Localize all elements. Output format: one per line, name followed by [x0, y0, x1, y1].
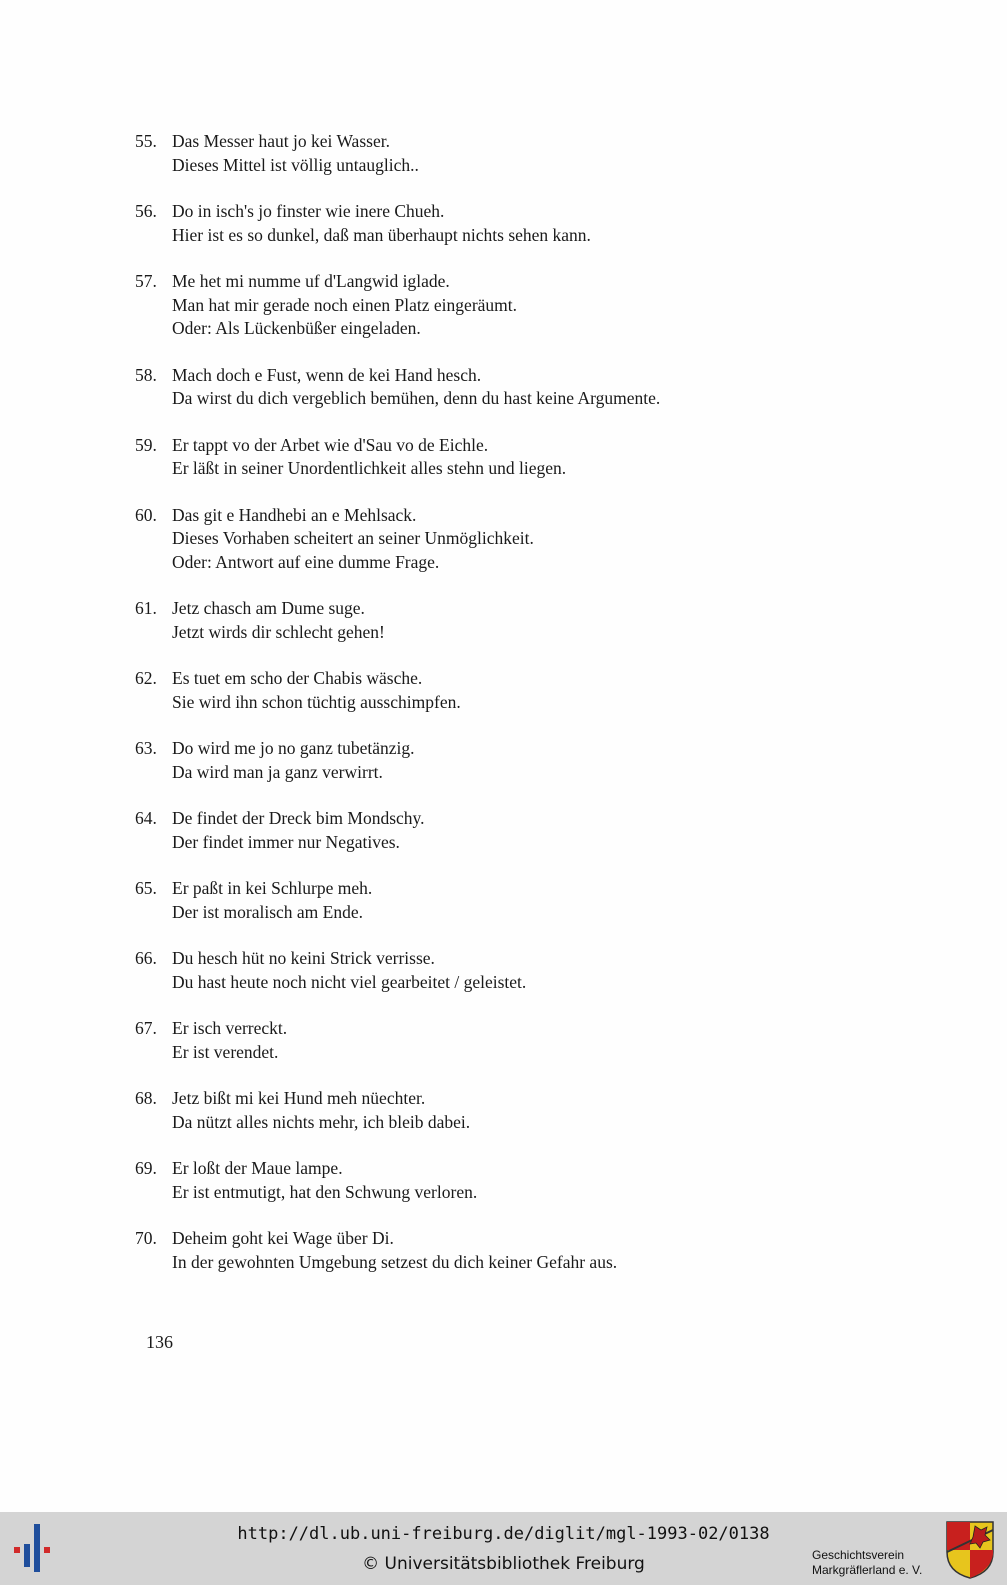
entry-text — [172, 364, 955, 411]
entry-text — [172, 504, 955, 575]
copyright-notice: © Universitätsbibliothek Freiburg — [362, 1554, 645, 1574]
entry-text — [172, 807, 955, 854]
entry-text — [172, 434, 955, 481]
entry-number: 57. — [135, 271, 157, 291]
proverb-entry — [135, 877, 955, 924]
proverb-dialect-line: De findet der Dreck bim Mondschy. — [172, 808, 425, 828]
proverb-explanation-line: Du hast heute noch nicht viel gearbeitet / geleistet. — [172, 971, 527, 992]
entry-number: 64. — [135, 808, 157, 828]
entry-number: 60. — [135, 504, 157, 525]
proverb-dialect-line: Es tuet em scho der Chabis wäsche. — [172, 668, 423, 688]
proverb-dialect-line: Er paßt in kei Schlurpe meh. — [172, 878, 373, 898]
entry-text — [172, 1087, 955, 1134]
proverb-entry — [135, 737, 955, 784]
proverb-entry — [135, 947, 955, 994]
proverb-dialect-line: Jetz chasch am Dume suge. — [172, 598, 365, 618]
proverb-explanation-line: Hier ist es so dunkel, daß man überhaupt nichts sehen kann. — [172, 224, 591, 245]
entry-number: 65. — [135, 878, 157, 898]
entry-text — [172, 1227, 955, 1274]
proverb-dialect-line: Mach doch e Fust, wenn de kei Hand hesch. — [172, 364, 482, 385]
coat-of-arms-icon — [945, 1520, 995, 1580]
page-number: 136 — [146, 1332, 173, 1352]
proverb-entry — [135, 667, 955, 714]
entry-number: 62. — [135, 668, 157, 688]
proverb-dialect-line: Das git e Handhebi an e Mehlsack. — [172, 504, 417, 525]
proverb-explanation-line: Er ist verendet. — [172, 1041, 279, 1062]
proverb-dialect-line: Er loßt der Maue lampe. — [172, 1158, 343, 1178]
proverb-entry — [135, 434, 955, 481]
proverb-dialect-line: Jetz bißt mi kei Hund meh nüechter. — [172, 1088, 426, 1108]
proverb-dialect-line: Er tappt vo der Arbet wie d'Sau vo de Eichle. — [172, 434, 489, 455]
proverb-explanation-line: Dieses Mittel ist völlig untauglich.. — [172, 154, 419, 175]
proverb-explanation-line: Er ist entmutigt, hat den Schwung verloren. — [172, 1181, 478, 1202]
proverb-explanation-line: Da wirst du dich vergeblich bemühen, denn du hast keine Argumente. — [172, 388, 661, 408]
proverb-explanation-line: Sie wird ihn schon tüchtig ausschimpfen. — [172, 691, 461, 712]
proverb-explanation-line: Man hat mir gerade noch einen Platz eingeräumt. — [172, 294, 518, 315]
proverb-explanation-line: Er läßt in seiner Unordentlichkeit alles stehn und liegen. — [172, 458, 567, 478]
entry-text — [172, 667, 955, 714]
entry-number: 68. — [135, 1088, 157, 1108]
proverb-explanation-line: Da wird man ja ganz verwirrt. — [172, 761, 383, 782]
entry-text — [172, 1157, 955, 1204]
proverb-explanation-line: Der ist moralisch am Ende. — [172, 901, 363, 922]
proverb-entry — [135, 597, 955, 644]
publisher-line-1: Geschichtsverein — [812, 1548, 905, 1562]
proverb-entry — [135, 200, 955, 247]
proverb-entry — [135, 1087, 955, 1134]
proverb-dialect-line: Du hesch hüt no keini Strick verrisse. — [172, 948, 435, 968]
entry-text — [172, 130, 955, 177]
entry-number: 55. — [135, 131, 157, 151]
entry-text — [172, 597, 955, 644]
entry-text — [172, 200, 955, 247]
proverb-explanation-line: Da nützt alles nichts mehr, ich bleib dabei. — [172, 1111, 471, 1132]
proverb-entry — [135, 1157, 955, 1204]
entry-number: 63. — [135, 738, 157, 758]
proverb-explanation-line: Oder: Als Lückenbüßer eingeladen. — [172, 318, 421, 338]
entry-number: 58. — [135, 364, 157, 385]
entry-text — [172, 947, 955, 994]
proverb-entry — [135, 1017, 955, 1064]
entry-number: 67. — [135, 1018, 157, 1038]
proverb-entry — [135, 270, 955, 341]
proverb-dialect-line: Do wird me jo no ganz tubetänzig. — [172, 738, 415, 758]
entry-text — [172, 1017, 955, 1064]
entry-number: 61. — [135, 598, 157, 618]
entry-number: 70. — [135, 1228, 157, 1248]
proverb-dialect-line: Me het mi numme uf d'Langwid iglade. — [172, 271, 450, 291]
entry-number: 56. — [135, 201, 157, 221]
publisher-name — [812, 1548, 922, 1578]
proverb-entry — [135, 807, 955, 854]
proverb-entry — [135, 504, 955, 575]
entry-number: 69. — [135, 1158, 157, 1178]
proverb-explanation-line: Dieses Vorhaben scheitert an seiner Unmöglichkeit. — [172, 528, 534, 548]
proverb-explanation-line: Oder: Antwort auf eine dumme Frage. — [172, 551, 440, 572]
footer-bar — [0, 1512, 1007, 1585]
entry-number: 59. — [135, 434, 157, 455]
proverb-entry — [135, 364, 955, 411]
proverb-dialect-line: Das Messer haut jo kei Wasser. — [172, 131, 390, 151]
proverb-list — [135, 130, 955, 1297]
publisher-line-2: Markgräflerland e. V. — [812, 1563, 923, 1577]
proverb-dialect-line: Er isch verreckt. — [172, 1018, 288, 1038]
entry-text — [172, 737, 955, 784]
entry-text — [172, 270, 955, 341]
proverb-explanation-line: Der findet immer nur Negatives. — [172, 831, 400, 852]
proverb-explanation-line: In der gewohnten Umgebung setzest du dich keiner Gefahr aus. — [172, 1251, 618, 1272]
entry-text — [172, 877, 955, 924]
proverb-dialect-line: Deheim goht kei Wage über Di. — [172, 1228, 394, 1248]
proverb-dialect-line: Do in isch's jo finster wie inere Chueh. — [172, 201, 445, 221]
proverb-explanation-line: Jetzt wirds dir schlecht gehen! — [172, 621, 385, 642]
proverb-entry — [135, 130, 955, 177]
permalink-url[interactable]: http://dl.ub.uni-freiburg.de/diglit/mgl-1993-02/0138 — [237, 1524, 770, 1544]
proverb-entry — [135, 1227, 955, 1274]
entry-number: 66. — [135, 948, 157, 968]
